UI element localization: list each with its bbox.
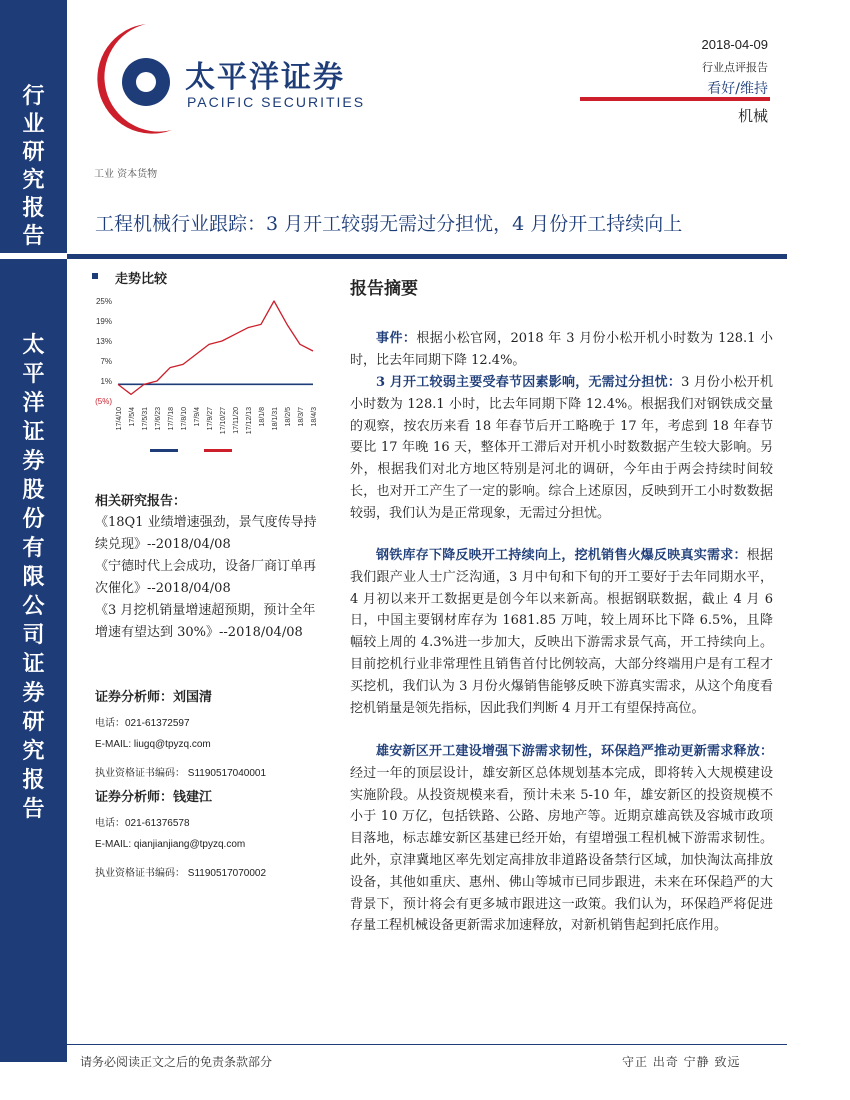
summary-title: 报告摘要 <box>350 279 418 299</box>
logo-english-name: PACIFIC SECURITIES <box>187 94 366 110</box>
sector: 机械 <box>737 107 768 125</box>
x-tick-label: 18/1/8 <box>259 407 266 427</box>
analyst-phone: 电话：021-61372597 <box>95 718 190 729</box>
bullet-square-icon <box>92 273 98 279</box>
analyst-name: 证券分析师：钱建江 <box>95 790 213 805</box>
report-title: 工程机械行业跟踪：3 月开工较弱无需过分担忧，4 月份开工持续向上 <box>95 213 683 235</box>
x-tick-label: 17/7/18 <box>168 407 175 431</box>
pacific-logo-icon <box>84 18 192 140</box>
paragraph-text: 根据小松官网，2018 年 3 月份小松开机小时数为 128.1 小时，比去年同期下降 12.4%。 <box>350 331 773 368</box>
summary-paragraph <box>350 328 773 372</box>
related-report-item[interactable]: 《3 月挖机销量增速超预期，预计全年增速有望达到 30%》--2018/04/08 <box>95 603 316 640</box>
paragraph-lead: 雄安新区开工建设增强下游需求韧性，环保趋严推动更新需求释放： <box>376 744 773 759</box>
y-tick-label: 13% <box>95 337 112 346</box>
series-line <box>118 301 313 394</box>
x-tick-label: 18/1/31 <box>272 407 279 431</box>
logo-chinese-name: 太平洋证券 <box>185 60 345 95</box>
y-tick-label: (5%) <box>95 397 112 406</box>
x-tick-label: 17/6/23 <box>155 407 162 431</box>
sidebar-top-text: 行 业 研 究 报 告 <box>22 83 45 249</box>
legend-swatch <box>150 449 178 452</box>
paragraph-lead: 钢铁库存下降反映开工持续向上，挖机销售火爆反映真实需求： <box>376 548 747 563</box>
report-date: 2018-04-09 <box>701 37 768 52</box>
x-tick-label: 18/4/3 <box>311 407 318 427</box>
y-tick-label: 1% <box>100 377 112 386</box>
x-tick-label: 17/5/31 <box>142 407 149 431</box>
legend-swatch <box>204 449 232 452</box>
x-tick-label: 17/4/10 <box>116 407 123 431</box>
footer-motto: 守正 出奇 宁静 致远 <box>622 1055 741 1069</box>
y-tick-label: 25% <box>95 297 112 306</box>
related-report-item[interactable]: 《宁德时代上会成功，设备厂商订单再次催化》--2018/04/08 <box>95 559 317 596</box>
title-divider <box>67 254 787 259</box>
x-tick-label: 18/3/7 <box>298 407 305 427</box>
report-type: 行业点评报告 <box>702 61 768 74</box>
analyst-email[interactable]: E-MAIL: liugq@tpyzq.com <box>95 739 211 750</box>
related-reports-title: 相关研究报告： <box>95 494 187 509</box>
x-tick-label: 17/11/20 <box>233 407 240 434</box>
sidebar-top <box>0 0 67 253</box>
summary-paragraph <box>350 741 773 937</box>
x-tick-label: 17/9/4 <box>194 407 201 427</box>
analyst-phone: 电话：021-61376578 <box>95 818 190 829</box>
paragraph-lead: 事件： <box>376 331 417 346</box>
x-tick-label: 17/12/13 <box>246 407 253 435</box>
x-tick-label: 18/2/5 <box>285 407 292 427</box>
y-tick-label: 19% <box>95 317 112 326</box>
analyst-cert: 执业资格证书编码： S1190517070002 <box>95 868 267 879</box>
paragraph-text: 根据我们跟产业人士广泛沟通，3 月中旬和下旬的开工要好于去年同期水平，4 月初以来开工数据更是创今年以来新高。根据钢联数据，截止 4 月 6 日，中国主要钢材库存为 1681.85 万吨，较上周环比下降 6.5%，且降幅较上周的 4.3%进一步加大，反映出下游需求景气高，开工持续向上。目前挖机行业非常理性且销售首付比例较高，大部分终端用户是有工程才买挖机，我们认为 3 月份火爆销售能够反映下游真实需求，从这个角度看挖机销量是领先指标，因此我们判断 4 月开工有望保持高位。 <box>350 548 773 716</box>
rating: 看好/维持 <box>707 81 768 97</box>
paragraph-text: 3 月份小松开机小时数为 128.1 小时，比去年同期下降 12.4%。根据我们对钢铁成交量的观察，按农历来看 18 年春节后开工略晚于 17 年，考虑到 18 年春节要比 17 年晚 16 天，整体开工滞后对开机小时数数据产生较大影响。另外，根据我们对北方地区特别是河北的调研，今年由于两会持续时间较长，也对开工产生了一定的影响。综合上述原因，反映到开工小时数数据较弱，我们认为是正常现象，无需过分担忧。 <box>350 375 773 521</box>
analyst-name: 证券分析师：刘国清 <box>95 690 213 705</box>
trend-chart <box>88 293 328 453</box>
footer-disclaimer[interactable]: 请务必阅读正文之后的免责条款部分 <box>80 1055 273 1069</box>
trend-label: 走势比较 <box>115 272 168 287</box>
x-tick-label: 17/5/4 <box>129 407 136 427</box>
analyst-cert: 执业资格证书编码： S1190517040001 <box>95 768 267 779</box>
x-tick-label: 17/9/27 <box>207 407 214 431</box>
sidebar-bottom <box>0 259 67 1062</box>
breadcrumb: 工业 资本货物 <box>94 169 158 180</box>
related-report-item[interactable]: 《18Q1 业绩增速强劲，景气度传导持续兑现》--2018/04/08 <box>95 515 317 552</box>
analyst-email[interactable]: E-MAIL: qianjianjiang@tpyzq.com <box>95 839 246 850</box>
y-tick-label: 7% <box>100 357 112 366</box>
sidebar-bottom-text: 太 平 洋 证 券 股 份 有 限 公 司 证 券 研 究 报 告 <box>22 332 45 822</box>
paragraph-text: 经过一年的顶层设计，雄安新区总体规划基本完成，即将转入大规模建设实施阶段。从投资规模来看，预计未来 5-10 年，雄安新区的投资规模不小于 10 万亿，包括铁路、公路、房地产等。近期京雄高铁及容城市政项目落地，标志雄安新区基建已经开始，有望增强工程机械下游需求韧性。此外，京津冀地区率先划定高排放非道路设备禁行区域，加快淘汰高排放设备，其他如重庆、惠州、佛山等城市已同步跟进，未来在环保趋严的大背景下，预计将会有更多城市跟进这一政策。我们认为，环保趋严将促进存量工程机械设备更新需求加速释放，对新机销售起到托底作用。 <box>350 765 773 934</box>
header-accent-bar <box>580 97 770 101</box>
summary-paragraph <box>350 372 773 525</box>
summary-paragraph <box>350 545 773 719</box>
x-tick-label: 17/10/27 <box>220 407 227 435</box>
paragraph-lead: 3 月开工较弱主要受春节因素影响，无需过分担忧： <box>376 375 682 390</box>
footer-divider <box>67 1044 787 1045</box>
x-tick-label: 17/8/10 <box>181 407 188 431</box>
